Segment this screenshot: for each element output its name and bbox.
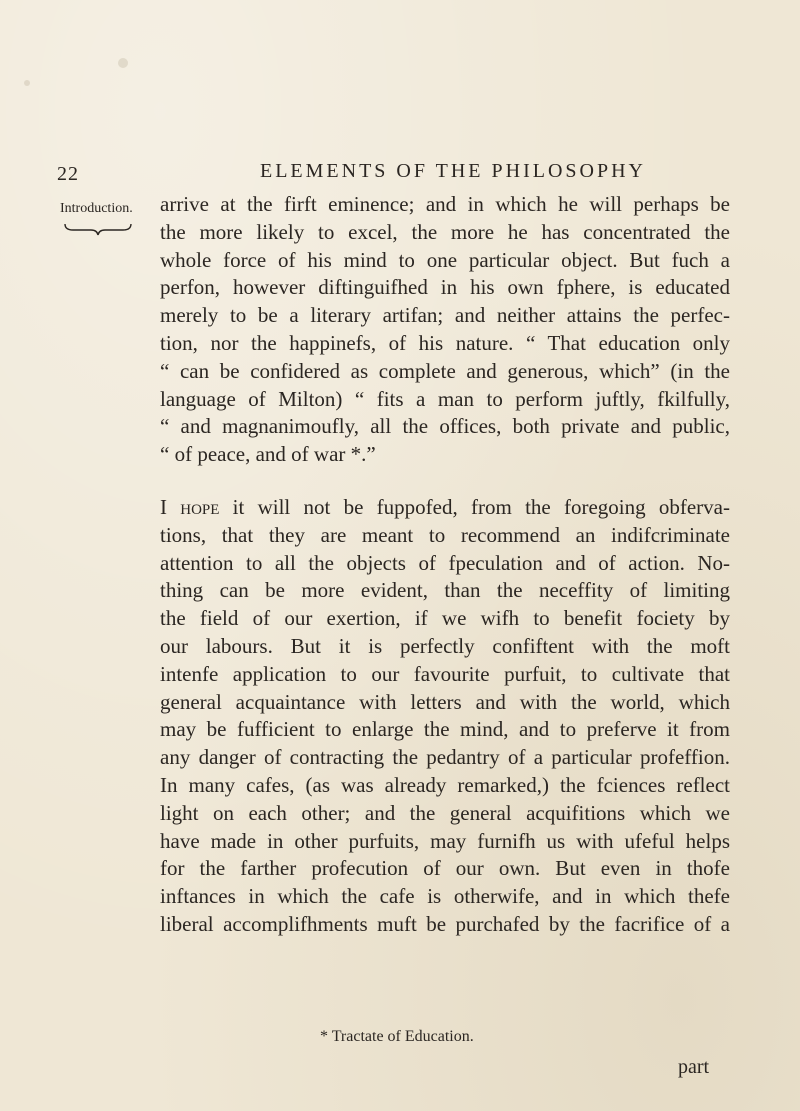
- text-line: tions, that they are meant to recommend an indifcriminate: [160, 522, 730, 547]
- text-line: merely to be a literary artifan; and neither attains the perfec-: [160, 303, 730, 328]
- text-line: “ of peace, and of war *.”: [160, 442, 376, 467]
- text-line: for the farther profecution of our own. But even in thofe: [160, 856, 730, 881]
- text-line: light on each other; and the general acquifitions which we: [160, 800, 730, 825]
- paragraph-1: [160, 191, 730, 469]
- text-line: any danger of contracting the pedantry of a particular profeffion.: [160, 745, 730, 770]
- text-line: whole force of his mind to one particular object. But fuch a: [160, 247, 730, 272]
- text-line: may be fufficient to enlarge the mind, and to preferve it from: [160, 717, 730, 742]
- opening-words: I hope: [160, 494, 220, 519]
- text-line-rest: it will not be fuppofed, from the foregoing obferva-: [219, 494, 730, 519]
- body-text: [160, 191, 730, 939]
- text-line: thing can be more evident, than the neceffity of limiting: [160, 578, 730, 603]
- text-line: intenfe application to our favourite purfuit, to cultivate that: [160, 661, 730, 686]
- text-line: have made in other purfuits, may furnifh us with ufeful helps: [160, 828, 730, 853]
- text-line: [160, 494, 730, 522]
- text-line: tion, nor the happinefs, of his nature. “ That education only: [160, 330, 730, 355]
- text-line: inftances in which the cafe is otherwife, and in which thefe: [160, 884, 730, 909]
- text-line: liberal accomplifhments muft be purchafed by the facrifice of a: [160, 911, 730, 936]
- page-number: 22: [57, 163, 79, 185]
- text-line: In many cafes, (as was already remarked,) the fciences reflect: [160, 772, 730, 797]
- paper-stain: [118, 58, 128, 68]
- footnote: * Tractate of Education.: [320, 1028, 474, 1045]
- text-line: “ and magnanimoufly, all the offices, both private and public,: [160, 414, 730, 439]
- text-line: arrive at the firft eminence; and in which he will perhaps be: [160, 192, 730, 216]
- text-line: the more likely to excel, the more he has concentrated the: [160, 219, 730, 244]
- text-line: “ can be confidered as complete and generous, which” (in the: [160, 358, 730, 383]
- text-line: perfon, however diftinguifhed in his own fphere, is educated: [160, 275, 730, 300]
- paragraph-2: [160, 494, 730, 939]
- running-head: ELEMENTS OF THE PHILOSOPHY: [260, 160, 646, 182]
- text-line: language of Milton) “ fits a man to perform juftly, fkilfully,: [160, 386, 730, 411]
- catchword: part: [678, 1056, 710, 1078]
- text-line: general acquaintance with letters and with the world, which: [160, 689, 730, 714]
- margin-note: Introduction.: [60, 201, 133, 216]
- text-line: attention to all the objects of fpeculation and of action. No-: [160, 550, 730, 575]
- text-line: the field of our exertion, if we wifh to benefit fociety by: [160, 606, 730, 631]
- paper-stain: [24, 80, 30, 86]
- margin-brace-icon: [63, 222, 133, 236]
- text-line: our labours. But it is perfectly confiftent with the moft: [160, 633, 730, 658]
